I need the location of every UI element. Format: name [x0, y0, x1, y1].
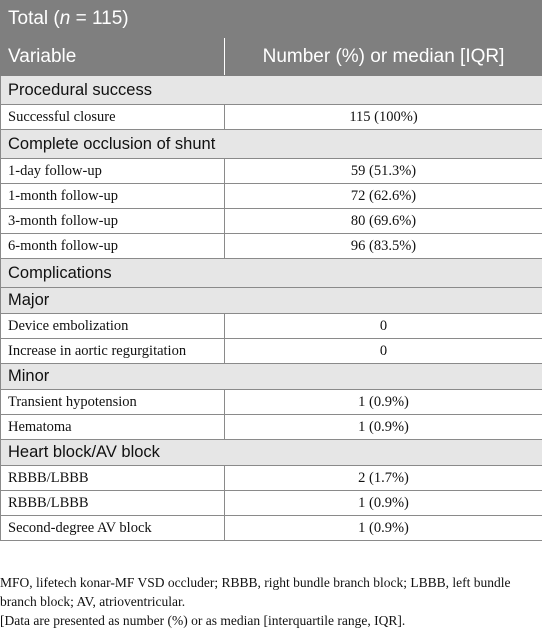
table-row — [1, 105, 542, 130]
row-label: 6-month follow-up — [1, 234, 225, 259]
row-value: 72 (62.6%) — [225, 184, 542, 209]
row-value: 1 (0.9%) — [225, 491, 542, 516]
table-row — [1, 209, 542, 234]
table-row — [1, 184, 542, 209]
subsection-row — [1, 288, 542, 314]
table-footnotes — [0, 573, 540, 630]
row-value: 1 (0.9%) — [225, 390, 542, 415]
row-value: 1 (0.9%) — [225, 415, 542, 440]
row-label: Hematoma — [1, 415, 225, 440]
table-row — [1, 516, 542, 541]
row-value: 0 — [225, 339, 542, 364]
section-title-occlusion: Complete occlusion of shunt — [1, 130, 542, 159]
table-title: Total (n = 115) — [1, 1, 542, 38]
row-label: Successful closure — [1, 105, 225, 130]
table-title-row — [1, 1, 542, 38]
column-header-value: Number (%) or median [IQR] — [225, 38, 542, 76]
row-value: 96 (83.5%) — [225, 234, 542, 259]
section-row — [1, 130, 542, 159]
table-row — [1, 390, 542, 415]
footnote-abbreviations: MFO, lifetech konar-MF VSD occluder; RBBB, right bundle branch block; LBBB, left bundle branch block; AV, atrioventricular. — [0, 575, 511, 609]
subsection-title-minor: Minor — [1, 364, 542, 390]
row-label: Device embolization — [1, 314, 225, 339]
row-value: 59 (51.3%) — [225, 159, 542, 184]
table-row — [1, 415, 542, 440]
row-label: 1-month follow-up — [1, 184, 225, 209]
row-value: 0 — [225, 314, 542, 339]
section-title-complications: Complications — [1, 259, 542, 288]
table-row — [1, 234, 542, 259]
table-row — [1, 466, 542, 491]
subsection-row — [1, 364, 542, 390]
column-header-variable: Variable — [1, 38, 225, 76]
subsection-title-heart-block: Heart block/AV block — [1, 440, 542, 466]
row-label: Second-degree AV block — [1, 516, 225, 541]
section-row — [1, 76, 542, 105]
column-header-row — [1, 38, 542, 76]
row-label: 3-month follow-up — [1, 209, 225, 234]
table-row — [1, 314, 542, 339]
subsection-row — [1, 440, 542, 466]
table-row — [1, 491, 542, 516]
subsection-title-major: Major — [1, 288, 542, 314]
table-row — [1, 339, 542, 364]
row-value: 2 (1.7%) — [225, 466, 542, 491]
row-label: RBBB/LBBB — [1, 491, 225, 516]
table-row — [1, 159, 542, 184]
row-value: 115 (100%) — [225, 105, 542, 130]
row-value: 80 (69.6%) — [225, 209, 542, 234]
row-label: Transient hypotension — [1, 390, 225, 415]
row-label: Increase in aortic regurgitation — [1, 339, 225, 364]
section-title-procedural: Procedural success — [1, 76, 542, 105]
footnote-data-note: [Data are presented as number (%) or as median [interquartile range, IQR]. — [0, 613, 406, 628]
row-value: 1 (0.9%) — [225, 516, 542, 541]
row-label: RBBB/LBBB — [1, 466, 225, 491]
row-label: 1-day follow-up — [1, 159, 225, 184]
section-row — [1, 259, 542, 288]
